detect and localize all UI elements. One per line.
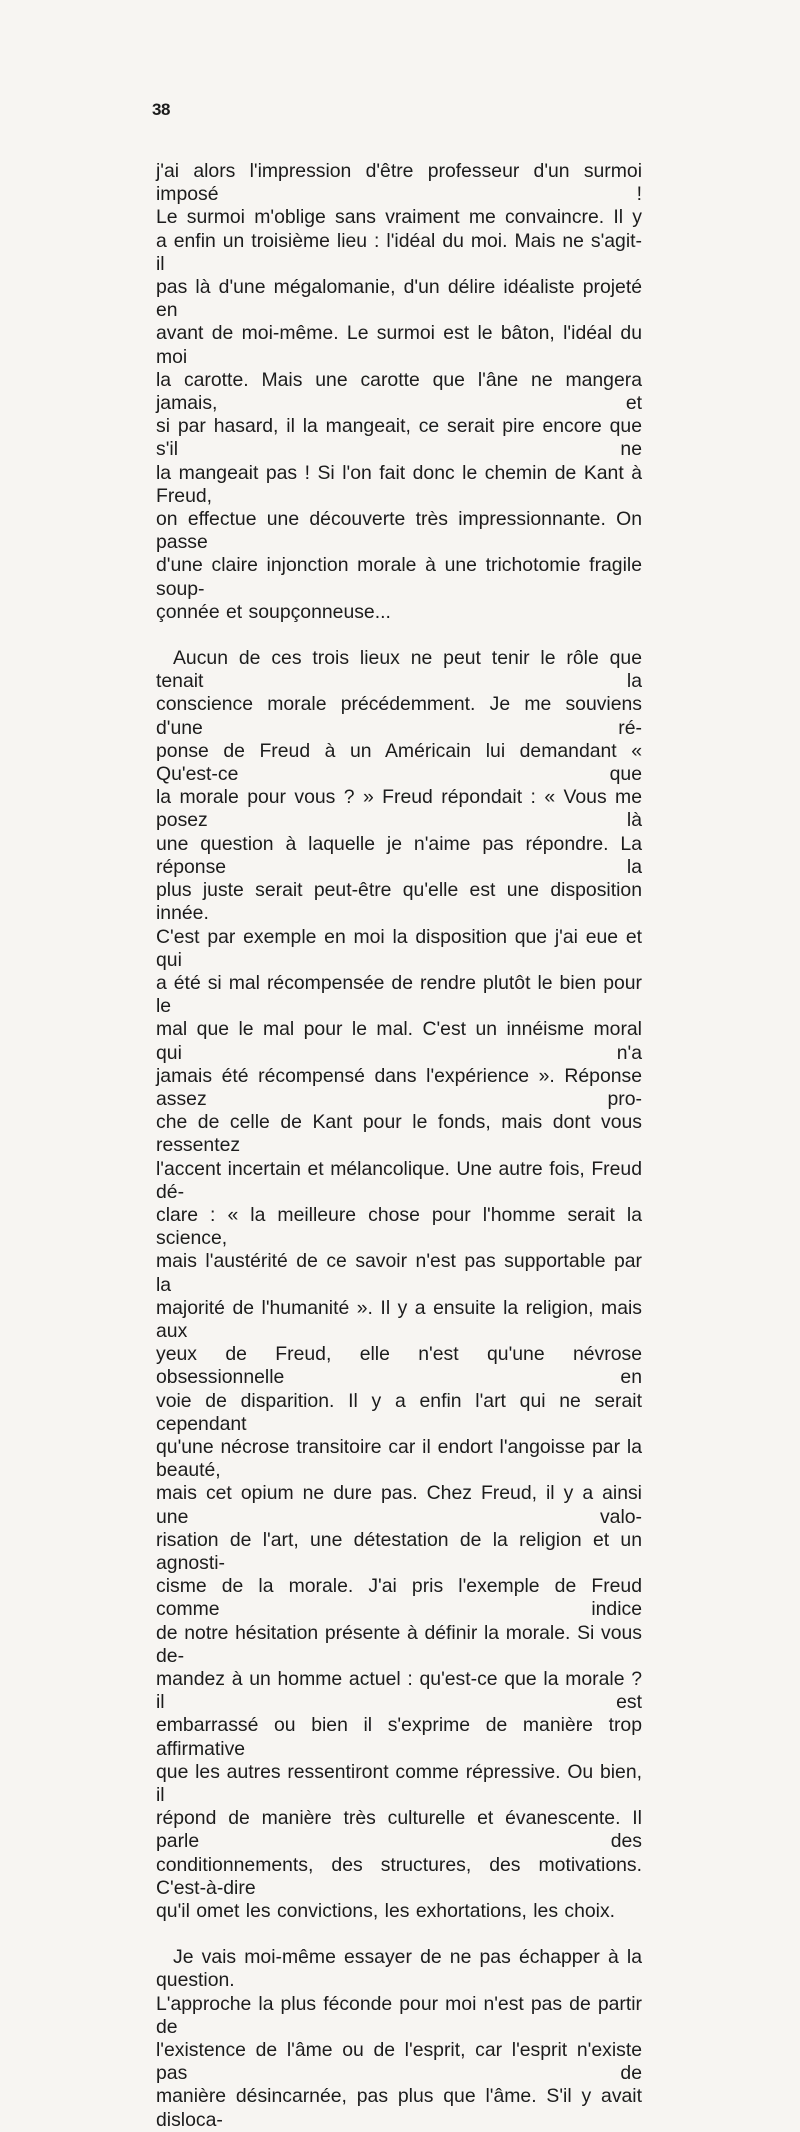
text-line: L'approche la plus féconde pour moi n'est pas de partir de [156, 1992, 642, 2038]
text-line: C'est par exemple en moi la disposition que j'ai eue et qui [156, 925, 642, 971]
text-line: mais l'austérité de ce savoir n'est pas supportable par la [156, 1250, 642, 1296]
paragraph-gap [156, 1923, 642, 1946]
text-line: che de celle de Kant pour le fonds, mais dont vous ressentez [156, 1111, 642, 1157]
paragraph-3 [156, 1946, 642, 2132]
text-line: voie de disparition. Il y a enfin l'art qui ne serait cependant [156, 1389, 642, 1435]
paragraph-1 [156, 160, 642, 624]
page-number: 38 [152, 100, 170, 119]
text-line: on effectue une découverte très impressionnante. On passe [156, 508, 642, 554]
text-line: a enfin un troisième lieu : l'idéal du moi. Mais ne s'agit-il [156, 229, 642, 275]
text-line: l'accent incertain et mélancolique. Une autre fois, Freud dé- [156, 1157, 642, 1203]
text-line: risation de l'art, une détestation de la religion et un agnosti- [156, 1528, 642, 1574]
text-line: la morale pour vous ? » Freud répondait : « Vous me posez là [156, 786, 642, 832]
text-line: Je vais moi-même essayer de ne pas échapper à la question. [156, 1946, 642, 1992]
text-line: que les autres ressentiront comme répressive. Ou bien, il [156, 1760, 642, 1807]
text-line: avant de moi-même. Le surmoi est le bâton, l'idéal du moi [156, 322, 642, 368]
text-line: la mangeait pas ! Si l'on fait donc le chemin de Kant à Freud, [156, 461, 642, 507]
paragraph-gap [156, 624, 642, 647]
text-line: mais cet opium ne dure pas. Chez Freud, il y a ainsi une valo- [156, 1482, 642, 1528]
text-line: ponse de Freud à un Américain lui demandant « Qu'est-ce que [156, 739, 642, 786]
text-line: Aucun de ces trois lieux ne peut tenir le rôle que tenait la [156, 647, 642, 693]
text-line: la carotte. Mais une carotte que l'âne ne mangera jamais, et [156, 368, 642, 415]
text-line: répond de manière très culturelle et évanescente. Il parle des [156, 1807, 642, 1853]
text-line: pas là d'une mégalomanie, d'un délire idéaliste projeté en [156, 276, 642, 322]
text-line: si par hasard, il la mangeait, ce serait pire encore que s'il ne [156, 415, 642, 461]
text-line: qu'une nécrose transitoire car il endort l'angoisse par la beauté, [156, 1435, 642, 1482]
text-line: jamais été récompensé dans l'expérience ». Réponse assez pro- [156, 1064, 642, 1110]
text-line: majorité de l'humanité ». Il y a ensuite la religion, mais aux [156, 1296, 642, 1342]
text-line: mal que le mal pour le mal. C'est un innéisme moral qui n'a [156, 1018, 642, 1064]
text-line: plus juste serait peut-être qu'elle est une disposition innée. [156, 879, 642, 925]
text-line: d'une claire injonction morale à une trichotomie fragile soup- [156, 554, 642, 600]
text-line: l'existence de l'âme ou de l'esprit, car l'esprit n'existe pas de [156, 2039, 642, 2085]
text-line: yeux de Freud, elle n'est qu'une névrose obsessionnelle en [156, 1343, 642, 1389]
text-line: qu'il omet les convictions, les exhortations, les choix. [156, 1900, 616, 1923]
text-line: clare : « la meilleure chose pour l'homme serait la science, [156, 1203, 642, 1250]
text-line: a été si mal récompensée de rendre plutôt le bien pour le [156, 971, 642, 1018]
text-line: Le surmoi m'oblige sans vraiment me convaincre. Il y [156, 206, 642, 229]
text-line: conditionnements, des structures, des motivations. C'est-à-dire [156, 1853, 642, 1899]
text-line: çonnée et soupçonneuse... [156, 600, 391, 623]
text-line: conscience morale précédemment. Je me souviens d'une ré- [156, 693, 642, 739]
text-line: manière désincarnée, pas plus que l'âme. S'il y avait disloca- [156, 2085, 642, 2131]
text-line: cisme de la morale. J'ai pris l'exemple de Freud comme indice [156, 1575, 642, 1621]
text-line: embarrassé ou bien il s'exprime de manière trop affirmative [156, 1714, 642, 1760]
text-line: de notre hésitation présente à définir la morale. Si vous de- [156, 1621, 642, 1667]
text-line: une question à laquelle je n'aime pas répondre. La réponse la [156, 832, 642, 878]
body-text [156, 160, 642, 2132]
text-line: mandez à un homme actuel : qu'est-ce que la morale ? il est [156, 1668, 642, 1714]
text-line: j'ai alors l'impression d'être professeur d'un surmoi imposé ! [156, 160, 642, 206]
paragraph-2 [156, 647, 642, 1923]
